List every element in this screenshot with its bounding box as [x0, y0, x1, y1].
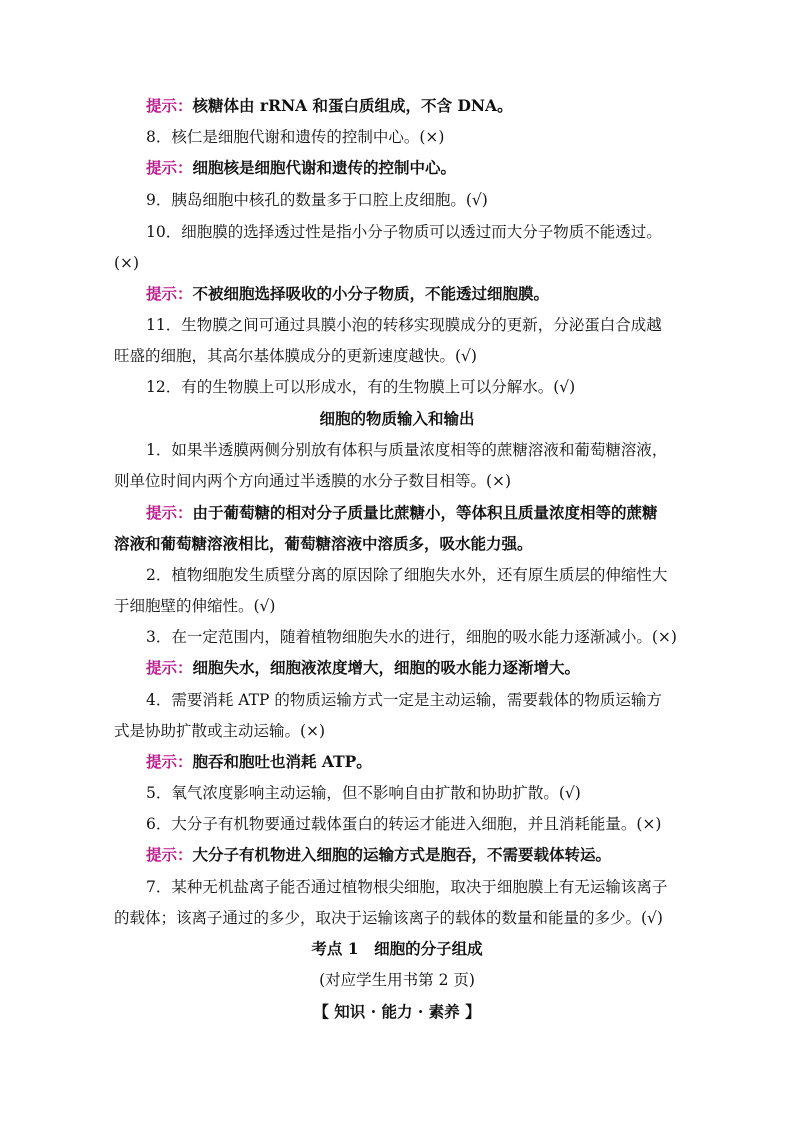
hint-text: 不被细胞选择吸收的小分子物质，不能透过细胞膜。	[192, 284, 550, 303]
hint-label: 提示：	[146, 845, 193, 864]
statement-8: 8．核仁是细胞代谢和遗传的控制中心。(×)	[146, 128, 445, 146]
hint-line	[146, 658, 580, 678]
statement-11-line1: 11．生物膜之间可通过具膜小泡的转移实现膜成分的更新，分泌蛋白合成越	[146, 316, 662, 334]
statement-4-line1: 4．需要消耗 ATP 的物质运输方式一定是主动运输，需要载体的物质运输方	[146, 691, 662, 709]
statement-5: 5．氧气浓度影响主动运输，但不影响自由扩散和协助扩散。(√)	[146, 784, 581, 802]
statement-10-line2: (×)	[114, 254, 140, 272]
hint-line	[146, 503, 658, 523]
hint-text: 细胞失水，细胞液浓度增大，细胞的吸水能力逐渐增大。	[192, 658, 581, 677]
hint-text: 由于葡萄糖的相对分子质量比蔗糖小，等体积且质量浓度相等的蔗糖	[192, 503, 658, 522]
statement-7-line2: 的载体；该离子通过的多少，取决于运输该离子的载体的数量和能量的多少。(√)	[114, 909, 663, 927]
hint-label: 提示：	[146, 658, 193, 677]
statement-9: 9．胰岛细胞中核孔的数量多于口腔上皮细胞。(√)	[146, 191, 488, 209]
section-title: 细胞的物质输入和输出	[319, 409, 475, 428]
hint-text: 胞吞和胞吐也消耗 ATP。	[192, 752, 372, 771]
hint-line	[146, 96, 513, 116]
kaodian-title: 考点 1 细胞的分子组成	[311, 939, 483, 958]
statement-6: 6．大分子有机物要通过载体蛋白的转运才能进入细胞，并且消耗能量。(×)	[146, 815, 662, 833]
statement-2-line1: 2．植物细胞发生质壁分离的原因除了细胞失水外，还有原生质层的伸缩性大	[146, 566, 668, 584]
statement-12: 12．有的生物膜上可以形成水，有的生物膜上可以分解水。(√)	[146, 378, 576, 396]
hint-line	[146, 284, 549, 304]
hint-label: 提示：	[146, 96, 193, 115]
hint-label: 提示：	[146, 503, 193, 522]
hint-text: 核糖体由 rRNA 和蛋白质组成，不含 DNA。	[192, 96, 513, 115]
statement-1-line1: 1．如果半透膜两侧分别放有体积与质量浓度相等的蔗糖溶液和葡萄糖溶液，	[146, 441, 668, 459]
statement-1-line2: 则单位时间内两个方向通过半透膜的水分子数目相等。(×)	[114, 472, 512, 490]
statement-3: 3．在一定范围内，随着植物细胞失水的进行，细胞的吸水能力逐渐减小。(×)	[146, 628, 677, 646]
page-reference: (对应学生用书第 2 页)	[319, 971, 475, 989]
statement-11-line2: 旺盛的细胞，其高尔基体膜成分的更新速度越快。(√)	[114, 347, 477, 365]
statement-2-line2: 于细胞壁的伸缩性。(√)	[114, 597, 276, 615]
statement-4-line2: 式是协助扩散或主动运输。(×)	[114, 722, 326, 740]
hint-line	[146, 752, 372, 772]
statement-10-line1: 10．细胞膜的选择透过性是指小分子物质可以透过而大分子物质不能透过。	[146, 223, 662, 241]
hint-label: 提示：	[146, 752, 193, 771]
section-banner: 【 知识 · 能力 · 素养 】	[313, 1002, 481, 1021]
hint-line	[146, 158, 456, 178]
hint-text: 大分子有机物进入细胞的运输方式是胞吞，不需要载体转运。	[192, 845, 612, 864]
hint-text: 细胞核是细胞代谢和遗传的控制中心。	[192, 158, 457, 177]
statement-7-line1: 7．某种无机盐离子能否通过植物根尖细胞，取决于细胞膜上有无运输该离子	[146, 878, 668, 896]
hint-line	[146, 845, 611, 865]
hint-label: 提示：	[146, 158, 193, 177]
hint-label: 提示：	[146, 284, 193, 303]
hint-text-continued: 溶液和葡萄糖溶液相比，葡萄糖溶液中溶质多，吸水能力强。	[114, 534, 533, 553]
